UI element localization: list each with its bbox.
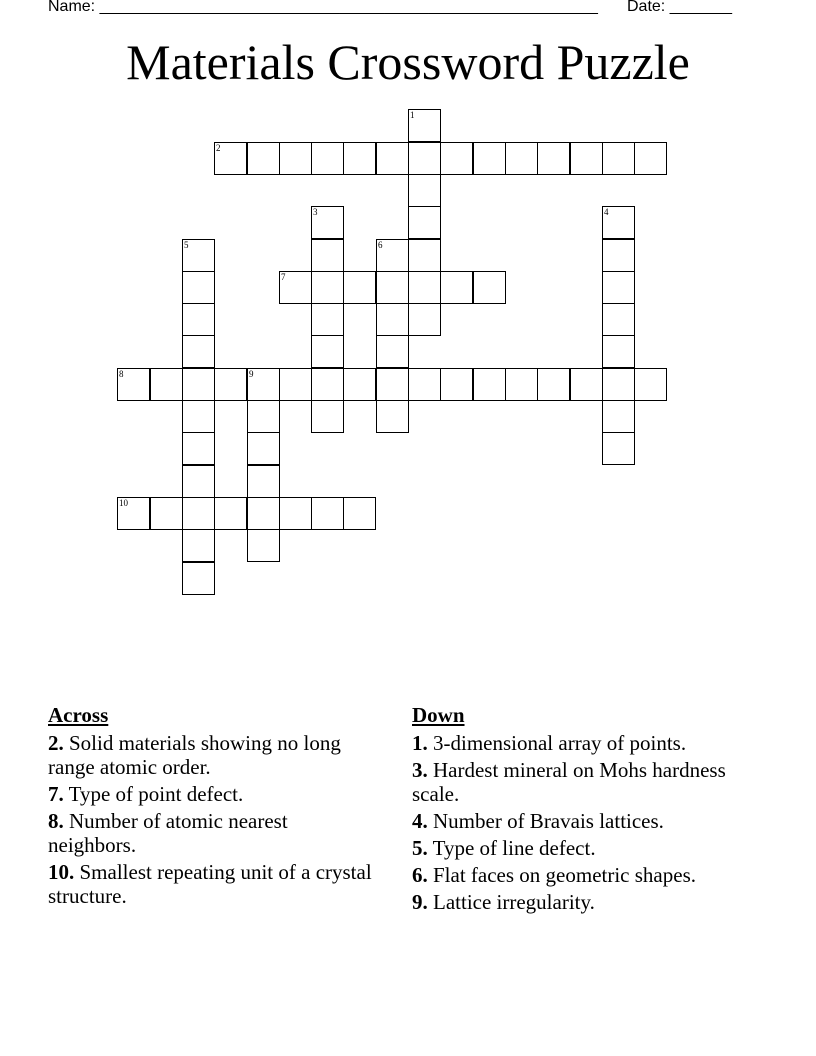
crossword-cell[interactable] [634,368,667,401]
name-field-label: Name: ________________________________________________________ [48,0,598,15]
crossword-cell[interactable] [473,368,506,401]
crossword-cell[interactable] [537,142,570,175]
clue-number-label: 8. [48,809,64,833]
crossword-cell[interactable] [473,271,506,304]
crossword-cell[interactable] [602,432,635,465]
crossword-cell[interactable] [570,142,603,175]
crossword-cell[interactable] [408,368,441,401]
across-clue [48,860,378,908]
crossword-cell[interactable] [182,239,215,272]
crossword-cell[interactable] [408,271,441,304]
crossword-cell[interactable] [602,206,635,239]
clue-text: Type of point defect. [63,782,244,806]
crossword-cell[interactable] [182,432,215,465]
crossword-cell[interactable] [408,109,441,142]
clue-number: 3 [313,207,318,217]
crossword-cell[interactable] [182,271,215,304]
clue-number-label: 7. [48,782,64,806]
crossword-cell[interactable] [279,271,312,304]
clue-text: Type of line defect. [427,836,596,860]
crossword-cell[interactable] [214,497,247,530]
down-clue [412,836,742,860]
crossword-cell[interactable] [473,142,506,175]
crossword-cell[interactable] [440,368,473,401]
date-field-label: Date: _______ [627,0,732,15]
crossword-cell[interactable] [247,400,280,433]
clue-number: 9 [249,369,254,379]
crossword-cell[interactable] [311,271,344,304]
down-heading: Down [412,703,465,727]
crossword-cell[interactable] [440,271,473,304]
crossword-cell[interactable] [117,368,150,401]
crossword-cell[interactable] [311,206,344,239]
clue-number-label: 1. [412,731,428,755]
crossword-cell[interactable] [150,368,183,401]
crossword-cell[interactable] [408,174,441,207]
crossword-cell[interactable] [311,335,344,368]
clue-number: 8 [119,369,124,379]
crossword-cell[interactable] [182,335,215,368]
clue-number: 7 [281,272,286,282]
crossword-cell[interactable] [311,303,344,336]
crossword-cell[interactable] [311,497,344,530]
crossword-cell[interactable] [214,142,247,175]
clue-text: Number of Bravais lattices. [427,809,664,833]
crossword-cell[interactable] [182,529,215,562]
crossword-cell[interactable] [376,142,409,175]
crossword-cell[interactable] [279,142,312,175]
across-clue [48,731,378,779]
clue-number-label: 9. [412,890,428,914]
clue-text: Smallest repeating unit of a crystal structure. [48,860,372,908]
crossword-cell[interactable] [408,303,441,336]
crossword-cell[interactable] [408,239,441,272]
clue-number: 6 [378,240,383,250]
crossword-cell[interactable] [247,432,280,465]
crossword-cell[interactable] [602,239,635,272]
clue-number: 10 [119,498,128,508]
crossword-cell[interactable] [182,303,215,336]
crossword-cell[interactable] [247,368,280,401]
clue-text: Number of atomic nearest neighbors. [48,809,288,857]
crossword-cell[interactable] [602,271,635,304]
down-clue [412,890,742,914]
crossword-cell[interactable] [376,239,409,272]
crossword-cell[interactable] [440,142,473,175]
crossword-cell[interactable] [376,271,409,304]
clue-text: Lattice irregularity. [427,890,595,914]
crossword-cell[interactable] [505,142,538,175]
clue-number: 5 [184,240,189,250]
down-clues [412,703,742,917]
across-clue [48,809,378,857]
crossword-cell[interactable] [570,368,603,401]
crossword-cell[interactable] [376,303,409,336]
crossword-cell[interactable] [150,497,183,530]
clue-text: Flat faces on geometric shapes. [427,863,696,887]
crossword-cell[interactable] [376,335,409,368]
crossword-cell[interactable] [343,497,376,530]
across-clues [48,703,378,911]
crossword-cell[interactable] [214,368,247,401]
clue-text: Solid materials showing no long range atomic order. [48,731,341,779]
crossword-cell[interactable] [602,335,635,368]
crossword-cell[interactable] [311,400,344,433]
across-heading: Across [48,703,109,727]
crossword-cell[interactable] [602,368,635,401]
clue-number-label: 2. [48,731,64,755]
down-clue [412,809,742,833]
crossword-cell[interactable] [376,368,409,401]
crossword-cell[interactable] [602,303,635,336]
crossword-cell[interactable] [279,368,312,401]
clue-number-label: 6. [412,863,428,887]
crossword-cell[interactable] [343,142,376,175]
crossword-cell[interactable] [247,529,280,562]
clue-number: 4 [604,207,609,217]
crossword-cell[interactable] [408,206,441,239]
clue-number: 1 [410,110,415,120]
crossword-cell[interactable] [182,497,215,530]
crossword-cell[interactable] [311,142,344,175]
clue-text: Hardest mineral on Mohs hardness scale. [412,758,726,806]
crossword-cell[interactable] [343,368,376,401]
crossword-cell[interactable] [182,400,215,433]
crossword-cell[interactable] [182,368,215,401]
page-title: Materials Crossword Puzzle [126,34,690,90]
crossword-cell[interactable] [505,368,538,401]
crossword-cell[interactable] [602,400,635,433]
crossword-cell[interactable] [182,465,215,498]
crossword-cell[interactable] [117,497,150,530]
crossword-cell[interactable] [408,142,441,175]
clue-number: 2 [216,143,221,153]
clue-number-label: 4. [412,809,428,833]
crossword-cell[interactable] [182,562,215,595]
crossword-cell[interactable] [279,497,312,530]
down-clue [412,731,742,755]
crossword-cell[interactable] [343,271,376,304]
crossword-cell[interactable] [376,400,409,433]
crossword-cell[interactable] [537,368,570,401]
crossword-cell[interactable] [247,142,280,175]
crossword-cell[interactable] [247,497,280,530]
down-clue [412,863,742,887]
clue-text: 3-dimensional array of points. [427,731,687,755]
clue-number-label: 10. [48,860,75,884]
crossword-cell[interactable] [634,142,667,175]
clue-number-label: 5. [412,836,428,860]
crossword-cell[interactable] [602,142,635,175]
across-clue [48,782,378,806]
crossword-cell[interactable] [247,465,280,498]
crossword-cell[interactable] [311,239,344,272]
down-clue [412,758,742,806]
crossword-cell[interactable] [311,368,344,401]
clue-number-label: 3. [412,758,428,782]
